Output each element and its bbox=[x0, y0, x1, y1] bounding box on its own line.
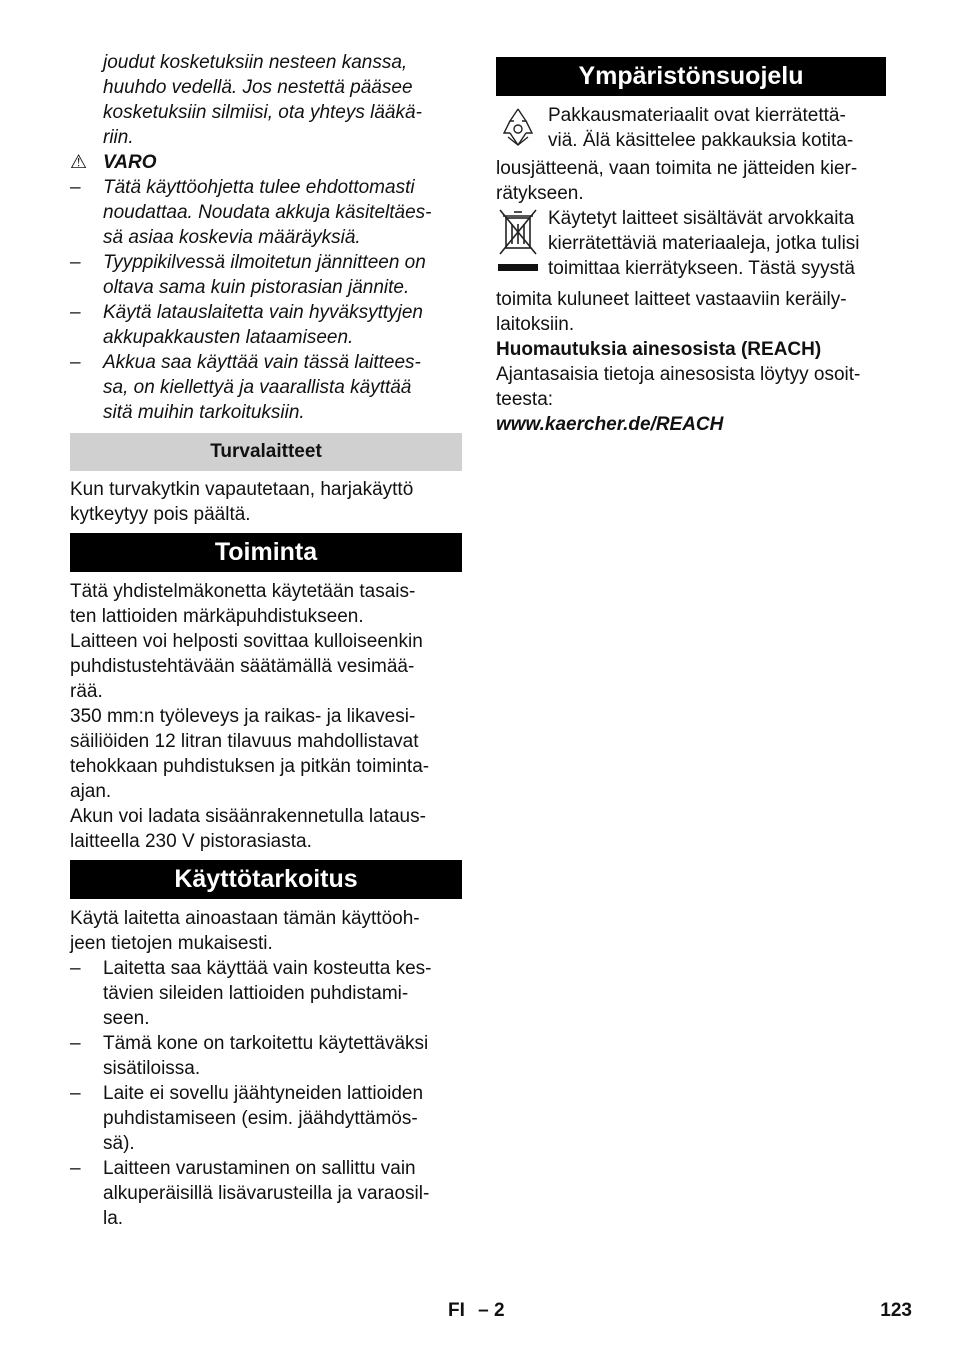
left-column bbox=[70, 50, 462, 1231]
text-line: kierrätettäviä materiaaleja, jotka tulisi bbox=[548, 233, 860, 254]
dash-bullet: – bbox=[70, 958, 81, 979]
text-line: Laitteen varustaminen on sallittu vain bbox=[103, 1158, 416, 1179]
intro-text bbox=[70, 50, 462, 150]
text-line: Käytä laitetta ainoastaan tämän käyttöoh- bbox=[70, 908, 420, 929]
text-line: lousjätteenä, vaan toimita ne jätteiden kier- bbox=[496, 158, 858, 179]
dash-bullet: – bbox=[70, 352, 81, 373]
kayttotarkoitus-intro bbox=[70, 906, 462, 956]
list-item bbox=[70, 350, 462, 425]
reach-heading: Huomautuksia ainesosista (REACH) bbox=[496, 339, 822, 360]
text-line: tävien sileiden lattioiden puhdistami- bbox=[103, 983, 409, 1004]
reach-text bbox=[496, 362, 886, 412]
text-line: sitä muihin tarkoituksiin. bbox=[103, 402, 305, 423]
toiminta-text bbox=[70, 579, 462, 854]
text-line: laitoksiin. bbox=[496, 314, 575, 335]
dash-bullet: – bbox=[70, 1083, 81, 1104]
text-line: tehokkaan puhdistuksen ja pitkän toiminta- bbox=[70, 756, 430, 777]
dash-bullet: – bbox=[70, 302, 81, 323]
reach-link[interactable]: www.kaercher.de/REACH bbox=[496, 414, 724, 435]
text-line: puhdistamiseen (esim. jäähdyttämös- bbox=[103, 1108, 418, 1129]
text-line: säiliöiden 12 litran tilavuus mahdollistavat bbox=[70, 731, 419, 752]
recycle-icon bbox=[496, 105, 540, 156]
footer-language: FI bbox=[448, 1300, 465, 1321]
text-line: Tyyppikilvessä ilmoitetun jännitteen on bbox=[103, 252, 426, 273]
text-line: Tämä kone on tarkoitettu käytettäväksi bbox=[103, 1033, 429, 1054]
section-heading-toiminta: Toiminta bbox=[70, 533, 462, 572]
text-line: laitteella 230 V pistorasiasta. bbox=[70, 831, 312, 852]
warning-label-row bbox=[70, 150, 462, 175]
list-item bbox=[70, 956, 462, 1031]
warning-label: VARO bbox=[103, 152, 157, 173]
list-item bbox=[70, 1081, 462, 1156]
text-line: joudut kosketuksiin nesteen kanssa, bbox=[103, 52, 408, 73]
text-line: Pakkausmateriaalit ovat kierrätettä- bbox=[548, 105, 846, 126]
text-line: oltava sama kuin pistorasian jännite. bbox=[103, 277, 410, 298]
text-line: ajan. bbox=[70, 781, 112, 802]
text-line: la. bbox=[103, 1208, 124, 1229]
section-heading-turvalaitteet: Turvalaitteet bbox=[70, 433, 462, 471]
text-line: toimita kuluneet laitteet vastaaviin keräily- bbox=[496, 289, 847, 310]
text-line: sa, on kiellettyä ja vaarallista käyttää bbox=[103, 377, 412, 398]
text-line: huuhdo vedellä. Jos nestettä pääsee bbox=[103, 77, 413, 98]
right-column bbox=[496, 50, 886, 437]
dash-bullet: – bbox=[70, 252, 81, 273]
text-line: rää. bbox=[70, 681, 103, 702]
text-line: toimittaa kierrätykseen. Tästä syystä bbox=[548, 258, 855, 279]
text-line: Käytetyt laitteet sisältävät arvokkaita bbox=[548, 208, 855, 229]
text-line: Kun turvakytkin vapautetaan, harjakäyttö bbox=[70, 479, 414, 500]
weee-note bbox=[496, 206, 886, 337]
dash-bullet: – bbox=[70, 1033, 81, 1054]
text-line: noudattaa. Noudata akkuja käsiteltäes- bbox=[103, 202, 432, 223]
list-item bbox=[70, 300, 462, 350]
text-line: sä). bbox=[103, 1133, 135, 1154]
warning-triangle-icon: ⚠ bbox=[70, 152, 88, 173]
text-line: Tätä käyttöohjetta tulee ehdottomasti bbox=[103, 177, 415, 198]
text-line: puhdistustehtävään säätämällä vesimää- bbox=[70, 656, 415, 677]
text-line: Tätä yhdistelmäkonetta käytetään tasais- bbox=[70, 581, 416, 602]
dash-bullet: – bbox=[70, 177, 81, 198]
footer-language-section bbox=[448, 1298, 505, 1323]
list-item bbox=[70, 175, 462, 250]
crossed-bin-icon bbox=[496, 208, 540, 287]
text-line: Akun voi ladata sisäänrakennetulla lataus- bbox=[70, 806, 426, 827]
list-item bbox=[70, 250, 462, 300]
text-line: 350 mm:n työleveys ja raikas- ja likavesi- bbox=[70, 706, 416, 727]
text-line: sisätiloissa. bbox=[103, 1058, 201, 1079]
text-line: viä. Älä käsittelee pakkauksia kotita- bbox=[548, 130, 854, 151]
list-item bbox=[70, 1156, 462, 1231]
text-line: riin. bbox=[103, 127, 134, 148]
text-line: akkupakkausten lataamiseen. bbox=[103, 327, 354, 348]
text-line: sä asiaa koskevia määräyksiä. bbox=[103, 227, 361, 248]
list-item bbox=[70, 1031, 462, 1081]
text-line: kosketuksiin silmiisi, ota yhteys lääkä- bbox=[103, 102, 422, 123]
text-line: rätykseen. bbox=[496, 183, 584, 204]
text-line: alkuperäisillä lisävarusteilla ja varaosil- bbox=[103, 1183, 430, 1204]
text-line: Akkua saa käyttää vain tässä laittees- bbox=[103, 352, 421, 373]
page-number: 123 bbox=[880, 1300, 912, 1321]
text-line: Laitteen voi helposti sovittaa kulloiseenkin bbox=[70, 631, 423, 652]
text-line: ten lattioiden märkäpuhdistukseen. bbox=[70, 606, 364, 627]
text-line: seen. bbox=[103, 1008, 150, 1029]
text-line: teesta: bbox=[496, 389, 554, 410]
packaging-note bbox=[496, 103, 886, 206]
text-line: Laite ei sovellu jäähtyneiden lattioiden bbox=[103, 1083, 424, 1104]
text-line: Laitetta saa käyttää vain kosteutta kes- bbox=[103, 958, 432, 979]
text-line: Käytä latauslaitetta vain hyväksyttyjen bbox=[103, 302, 424, 323]
turvalaitteet-text bbox=[70, 477, 462, 527]
footer-section: – 2 bbox=[478, 1300, 505, 1321]
text-line: kytkeytyy pois päältä. bbox=[70, 504, 251, 525]
dash-bullet: – bbox=[70, 1158, 81, 1179]
text-line: jeen tietojen mukaisesti. bbox=[70, 933, 273, 954]
section-heading-kayttotarkoitus: Käyttötarkoitus bbox=[70, 860, 462, 899]
section-heading-ymparistonsuojelu: Ympäristönsuojelu bbox=[496, 57, 886, 96]
text-line: Ajantasaisia tietoja ainesosista löytyy osoit- bbox=[496, 364, 861, 385]
